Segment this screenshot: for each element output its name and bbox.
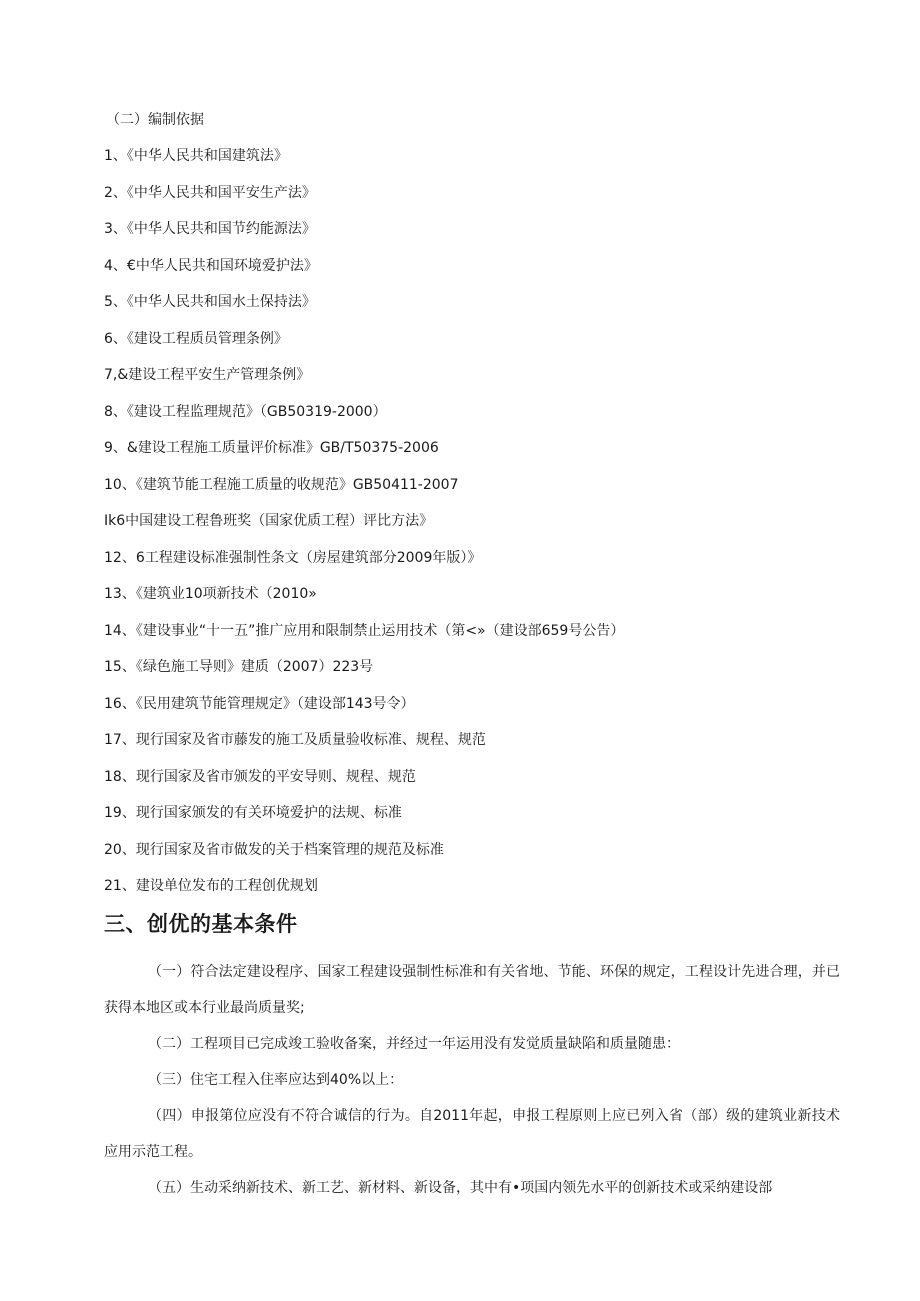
list-item: 17、现行国家及省市藤发的施工及质量验收标准、规程、规范 bbox=[104, 732, 486, 748]
list-item: 7,&建设工程平安生产管理条例》 bbox=[104, 367, 311, 383]
basis-list bbox=[104, 146, 624, 913]
list-item: 6、《建设工程质员管理条例》 bbox=[104, 330, 288, 347]
list-item: 8、《建设工程监理规范》（GB50319-2000） bbox=[104, 403, 387, 420]
section-title: 三、创优的基本条件 bbox=[104, 912, 298, 936]
list-item: 16、《民用建筑节能管理规定》（建设部143号令） bbox=[104, 695, 415, 712]
list-item: 1、《中华人民共和国建筑法》 bbox=[104, 148, 288, 164]
condition-paragraph: （二）工程项目已完成竣工验收备案，并经过一年运用没有发觉质量缺陷和质量随患： bbox=[148, 1036, 680, 1052]
conditions-body bbox=[104, 954, 840, 1206]
list-item: 15、《绿色施工导则》建质（2007）223号 bbox=[104, 659, 374, 675]
list-item: 10、《建筑节能工程施工质量的收规范》GB50411-2007 bbox=[104, 476, 459, 493]
list-item: 20、现行国家及省市做发的关于档案管理的规范及标准 bbox=[104, 841, 444, 858]
list-item: 19、现行国家颁发的有关环境爱护的法规、标准 bbox=[104, 805, 402, 821]
list-item: 18、现行国家及省市颁发的平安导则、规程、规范 bbox=[104, 768, 416, 785]
condition-paragraph: （五）生动采纳新技术、新工艺、新材料、新设备，其中有•项国内领先水平的创新技术或采纳建设部 bbox=[148, 1180, 773, 1196]
list-item: 21、建设单位发布的工程创优规划 bbox=[104, 878, 318, 894]
list-item: 4、€中华人民共和国环境爱护法》 bbox=[104, 257, 318, 274]
list-item: 12、6工程建设标准强制性条文（房屋建筑部分2009年版）》 bbox=[104, 549, 482, 566]
subheading-basis: （二）编制依据 bbox=[106, 112, 204, 128]
condition-paragraph: （四）申报第位应没有不符合诚信的行为。自2011年起，申报工程原则上应已列入省（部）级的建筑业新技术应用示范工程。 bbox=[104, 1108, 840, 1160]
list-item: 9、&建设工程施工质量评价标准》GB/T50375-2006 bbox=[104, 440, 439, 456]
list-item: Ik6中国建设工程鲁班奖（国家优质工程）评比方法》 bbox=[104, 513, 434, 529]
list-item: 3、《中华人民共和国节约能源法》 bbox=[104, 221, 316, 237]
list-item: 5、《中华人民共和国水土保持法》 bbox=[104, 294, 316, 310]
list-item: 2、《中华人民共和国平安生产法》 bbox=[104, 184, 316, 201]
list-item: 13、《建筑业10项新技术（2010» bbox=[104, 586, 317, 602]
list-item: 14、《建设事业“十一五”推广应用和限制禁止运用技术（第<»（建设部659号公告） bbox=[104, 622, 625, 639]
condition-paragraph: （一）符合法定建设程序、国家工程建设强制性标准和有关省地、节能、环保的规定，工程设计先进合理，并已获得本地区或本行业最尚质量奖; bbox=[104, 964, 840, 1016]
condition-paragraph: （三）住宅工程入住率应达到40%以上： bbox=[148, 1072, 404, 1088]
